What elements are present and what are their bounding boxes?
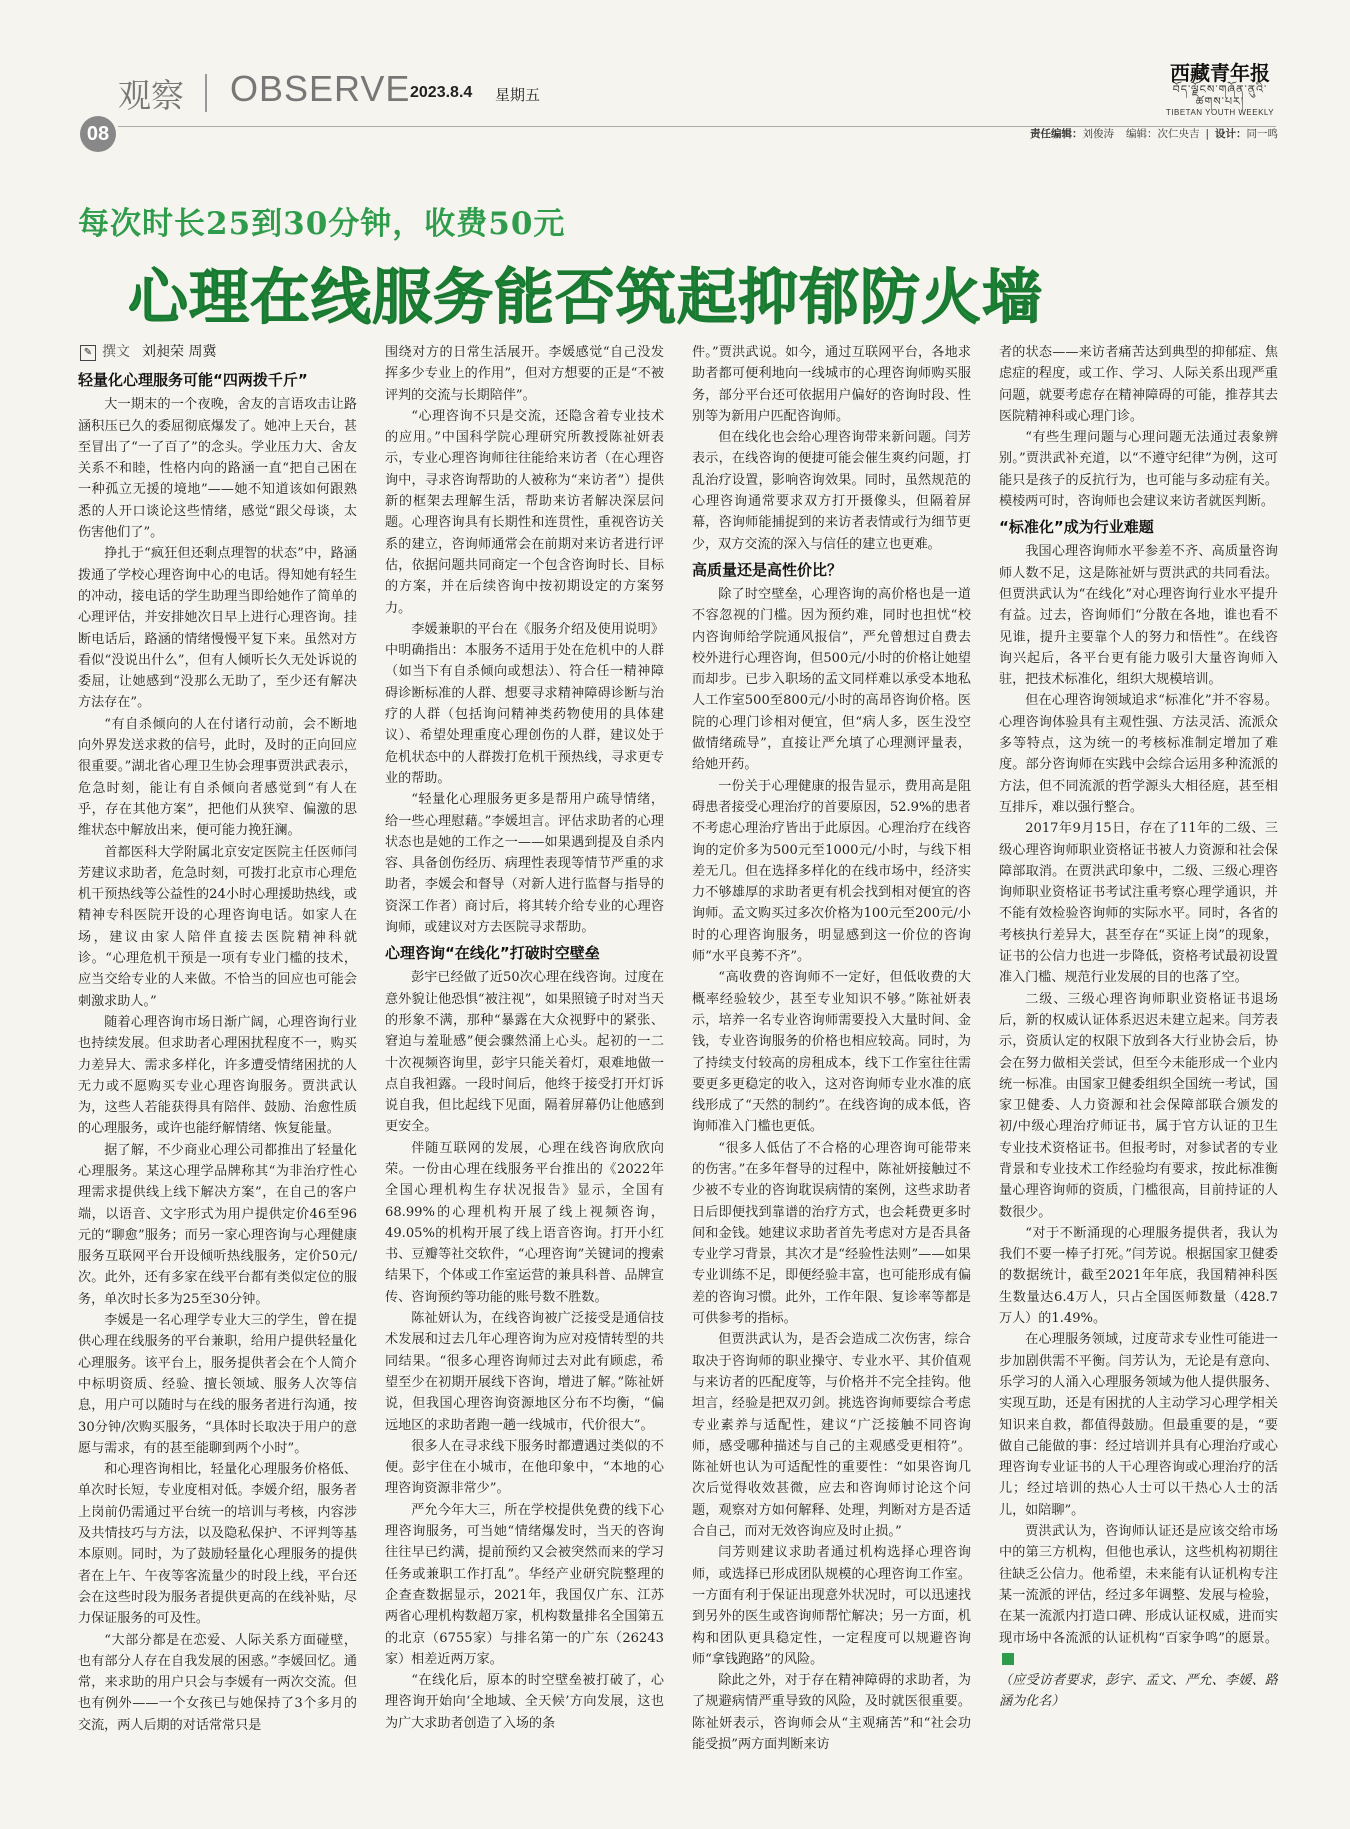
paragraph: 围绕对方的日常生活展开。李媛感觉“自己没发挥多少专业上的作用”，但对方想要的正是“不被评判的交流与长期陪伴”。 bbox=[385, 345, 664, 403]
article-kicker: 每次时长25到30分钟，收费50元 bbox=[78, 206, 566, 242]
paragraph: 在心理服务领域，过度苛求专业性可能进一步加剧供需不平衡。闫芳认为，无论是有意向、乐学习的人涌入心理服务领域为他人提供服务、实现互助，还是有困扰的人主动学习心理学相关知识来自救，都值得鼓励。但最重要的是，“要做自己能做的事：经过培训并具有心理治疗或心理咨询专业证书的人干心理咨询或心理治疗的活儿；经过培训的热心人士可以干热心人士的活儿，如陪聊”。 bbox=[999, 1332, 1278, 1518]
paragraph: 2017年9月15日，存在了11年的二级、三级心理咨询师职业资格证书被人力资源和社会保障部取消。在贾洪武印象中，二级、三级心理咨询师职业资格证书考试注重考察心理学通识，并不能有效检验咨询师的实际水平。同时，各省的考核执行差异大，甚至存在“买证上岗”的现象，证书的公信力也进一步降低，资格考试最初设置准入门槛、规范行业发展的目的也落了空。 bbox=[999, 821, 1278, 986]
paragraph: 和心理咨询相比，轻量化心理服务价格低、单次时长短，专业度相对低。李媛介绍，服务者上岗前仍需通过平台统一的培训与考核，内容涉及共情技巧与方法，以及隐私保护、不评判等基本原则。同时，为了鼓励轻量化心理服务的提供者在上午、午夜等客流量少的时段上线，平台还会在这些时段为服务者提供更高的在线补贴，尽力保证服务的可及性。 bbox=[78, 1462, 357, 1627]
paragraph: 陈祉妍认为，在线咨询被广泛接受是通信技术发展和过去几年心理咨询为应对疫情转型的共同结果。“很多心理咨询师过去对此有顾虑，希望至少在初期开展线下咨询，增进了解。”陈祉妍说，但我国心理咨询资源地区分布不均衡，“偏远地区的求助者跑一趟一线城市，代价很大”。 bbox=[385, 1311, 664, 1433]
designer-name: 同一鸣 bbox=[1246, 128, 1278, 140]
paragraph: “大部分都是在恋爱、人际关系方面碰壁，也有部分人存在自我发展的困惑。”李媛回忆。通常，来求助的用户只会与李媛有一两次交流。但也有例外——一个女孩已与她保持了3个多月的交流，两人后期的对话常常只是 bbox=[78, 1632, 357, 1733]
column-2 bbox=[385, 342, 664, 1792]
column-4 bbox=[999, 342, 1278, 1792]
paragraph bbox=[999, 1521, 1278, 1670]
paragraph: 据了解，不少商业心理公司都推出了轻量化心理服务。某这心理学品牌称其“为非治疗性心理需求提供线上线下解决方案”，在自己的客户端，以语音、文字形式为用户提供定价46至96元的“聊愈”服务；而另一家心理咨询与心理健康服务互联网平台开设倾听热线服务，定价50元/次。此外，还有多家在线平台都有类似定位的服务，单次时长多为25至30分钟。 bbox=[78, 1142, 357, 1307]
paragraph: 但在心理咨询领域追求“标准化”并不容易。心理咨询体验具有主观性强、方法灵活、流派众多等特点，这为统一的考核标准制定增加了难度。部分咨询师在实践中会综合运用多种流派的方法，但不同流派的哲学源头大相径庭，甚至相互排斥，难以强行整合。 bbox=[999, 693, 1278, 815]
paragraph: “心理咨询不只是交流，还隐含着专业技术的应用。”中国科学院心理研究所教授陈祉妍表示，专业心理咨询师往往能给来访者（在心理咨询中，寻求咨询帮助的人被称为“来访者”）提供新的框架去理解生活，帮助来访者解决深层问题。心理咨询具有长期性和连贯性，重视咨访关系的建立，咨询师通常会在前期对来访者进行评估，依据问题共同商定一个包含咨询时长、目标的方案，并在后续咨询中按初期设定的方案努力。 bbox=[385, 408, 664, 616]
section-name-en: OBSERVE bbox=[230, 68, 411, 109]
column-1 bbox=[78, 342, 357, 1792]
subheading: “标准化”成为行业难题 bbox=[999, 518, 1154, 537]
page-header bbox=[0, 0, 1350, 150]
paragraph: “有些生理问题与心理问题无法通过表象辨别。”贾洪武补充道，以“不遵守纪律”为例，这可能只是孩子的反抗行为，也可能与多动症有关。模棱两可时，咨询师也会建议来访者就医判断。 bbox=[999, 430, 1278, 510]
byline-label: 撰文 bbox=[102, 344, 130, 360]
editor-label: 责任编辑： bbox=[1029, 128, 1083, 140]
paragraph: “对于不断涌现的心理服务提供者，我认为我们不要一棒子打死。”闫芳说。根据国家卫健委的数据统计，截至2021年年底，我国精神科医生数量达6.4万人，只占全国医师数量（428.7万人）的1.49%。 bbox=[999, 1225, 1278, 1327]
article-headline: 心理在线服务能否筑起抑郁防火墙 bbox=[128, 263, 1043, 333]
section-name-cn: 观察 bbox=[118, 76, 184, 115]
paragraph: “高收费的咨询师不一定好，但低收费的大概率经验较少，甚至专业知识不够。”陈祉妍表示，培养一名专业咨询师需要投入大量时间、金钱，专业咨询服务的价格也相应较高。同时，为了持续支付较高的房租成本，线下工作室往往需要更多更稳定的收入，这对咨询师专业水准的底线形成了“天然的制约”。在线咨询的成本低，咨询师准入门槛也更低。 bbox=[692, 970, 971, 1135]
article-body bbox=[78, 342, 1278, 1792]
byline-authors: 刘昶荣 周冀 bbox=[142, 344, 217, 360]
paragraph: “有自杀倾向的人在付诸行动前，会不断地向外界发送求救的信号，此时，及时的正向回应很重要。”湖北省心理卫生协会理事贾洪武表示，危急时刻，能让有自杀倾向者感觉到“有人在乎，存在其他方案”，把他们从狭窄、偏激的思维状态中解放出来，便可能力挽狂澜。 bbox=[78, 716, 357, 839]
newspaper-logo bbox=[1160, 62, 1280, 118]
paragraph: 除此之外，对于存在精神障碍的求助者，为了规避病情严重导致的风险，及时就医很重要。陈祉妍表示，咨询师会从“主观痛苦”和“社会功能受损”两方面判断来访 bbox=[692, 1673, 971, 1752]
logo-en: TIBETAN YOUTH WEEKLY bbox=[1165, 108, 1275, 117]
header-divider bbox=[205, 74, 207, 112]
paragraph: 李媛兼职的平台在《服务介绍及使用说明》中明确指出：本服务不适用于处在危机中的人群（如当下有自杀倾向或想法）、符合任一精神障碍诊断标准的人群、想要寻求精神障碍诊断与治疗的人群（包括询问精神类药物使用的具体建议）、希望处理重度心理创伤的人群，建议处于危机状态中的人群拨打危机干预热线，寻求更专业的帮助。 bbox=[385, 621, 664, 786]
editor-name: 刘俊涛 bbox=[1082, 128, 1114, 140]
paragraph: 一份关于心理健康的报告显示，费用高是阻碍患者接受心理治疗的首要原因，52.9%的患者不考虑心理治疗皆出于此原因。心理治疗在线咨询的定价多为500元至1000元/小时，与线下相差无几。但在选择多样化的在线市场中，经济实力不够雄厚的求助者更有机会找到相对便宜的咨询师。孟文购买过多次价格为100元至200元/小时的心理咨询服务，明显感到这一价位的咨询师“水平良莠不齐”。 bbox=[692, 778, 971, 965]
logo-cn: 西藏青年报 bbox=[1170, 61, 1270, 85]
paragraph: 挣扎于“疯狂但还剩点理智的状态”中，路涵拨通了学校心理咨询中心的电话。得知她有轻生的冲动，接电话的学生助理当即给她作了简单的心理评估，并安排她次日早上进行心理咨询。挂断电话后，路涵的情绪慢慢平复下来。虽然对方看似“没说出什么”，但有人倾听长久无处诉说的委屈，让她感到“没那么无助了，至少还有解决方法存在”。 bbox=[78, 546, 357, 711]
paragraph: 很多人在寻求线下服务时都遭遇过类似的不便。彭宇住在小城市，在他印象中，“本地的心理咨询资源非常少”。 bbox=[385, 1438, 664, 1497]
paragraph: 件。”贾洪武说。如今，通过互联网平台，各地求助者都可便利地向一线城市的心理咨询师购买服务，部分平台还可依据用户偏好的咨询时段、性别等为新用户匹配咨询师。 bbox=[692, 345, 971, 424]
paragraph: 但在线化也会给心理咨询带来新问题。闫芳表示，在线咨询的便捷可能会催生爽约问题，打乱治疗设置，影响咨询效果。同时，虽然规范的心理咨询通常要求双方打开摄像头，但隔着屏幕，咨询师能捕捉到的来访者表情或行为细节更少，双方交流的深入与信任的建立也更难。 bbox=[692, 430, 971, 552]
issue-date: 2023.8.4 bbox=[410, 84, 473, 101]
sources-note: （应受访者要求，彭宇、孟文、严允、李媛、路涵为化名） bbox=[999, 1673, 1278, 1710]
logo-tibetan: བོད་ལྗོངས་གཞོན་ནུའི་ཚགས་པར། bbox=[1172, 83, 1268, 108]
paragraph: 严允今年大三，所在学校提供免费的线下心理咨询服务，可当她“情绪爆发时，当天的咨询往往早已约满，提前预约又会被突然而来的学习任务或兼职工作打乱”。华经产业研究院整理的企查查数据显示，2021年，我国仅广东、江苏两省心理机构数超万家，机构数量排名全国第五的北京（6755家）与排名第一的广东（26243家）相差近两万家。 bbox=[385, 1502, 664, 1667]
paragraph: 彭宇已经做了近50次心理在线咨询。过度在意外貌让他恐惧“被注视”，如果照镜子时对当天的形象不满，那种“暴露在大众视野中的紧张、窘迫与羞耻感”便会骤然涌上心头。起初的一二十次视频咨询里，彭宇只能关着灯，艰难地做一点自我袒露。一段时间后，他终于接受打开灯诉说自我，但比起线下见面，隔着屏幕仍让他感到更安全。 bbox=[385, 970, 664, 1135]
page-number-badge: 08 bbox=[80, 116, 116, 152]
paragraph: 二级、三级心理咨询师职业资格证书退场后，新的权威认证体系迟迟未建立起来。闫芳表示，资质认定的权限下放到各大行业协会后，协会在努力做相关尝试，但至今未能形成一个业内统一标准。由国家卫健委组织全国统一考试，国家卫健委、人力资源和社会保障部联合颁发的初/中级心理治疗师证书，属于官方认证的卫生专业技术资格证书。但报考时，对参试者的专业背景和专业技术工作经验均有要求，按此标准衡量心理咨询师的资质，门槛很高，目前持证的人数很少。 bbox=[999, 991, 1278, 1220]
paragraph: 但贾洪武认为，是否会造成二次伤害，综合取决于咨询师的职业操守、专业水平、其价值观与来访者的匹配度等，与价格并不完全挂钩。他坦言，经验是把双刃剑。挑选咨询师要综合考虑专业素养与适配性，建议“广泛接触不同咨询师，感受哪种描述与自己的主观感受更相符”。陈祉妍也认为可适配性的重要性：“如果咨询几次后觉得收效甚微，应去和咨询师讨论这个问题，观察对方如何解释、处理，判断对方是否适合自己，而对无效咨询应及时止损。” bbox=[692, 1332, 971, 1540]
paragraph: 大一期末的一个夜晚，舍友的言语攻击让路涵积压已久的委屈彻底爆发了。她冲上天台，甚至冒出了“一了百了”的念头。学业压力大、舍友关系不和睦，性格内向的路涵一直“把自己困在一种孤立无援的境地”——她不知道该如何跟熟悉的人开口谈论这些情绪，感觉“跟父母谈，太伤害他们了”。 bbox=[78, 397, 357, 541]
paragraph: 我国心理咨询师水平参差不齐、高质量咨询师人数不足，这是陈祉妍与贾洪武的共同看法。但贾洪武认为“在线化”对心理咨询行业水平提升有益。过去，咨询师们“分散在各地，谁也看不见谁，提升主要靠个人的努力和悟性”。在线咨询兴起后，各平台更有能力吸引大量咨询师入驻，把技术标准化，组织大规模培训。 bbox=[999, 544, 1278, 688]
byline bbox=[80, 342, 357, 363]
end-mark-icon bbox=[1002, 1653, 1014, 1665]
paragraph: “轻量化心理服务更多是帮用户疏导情绪，给一些心理慰藉。”李媛坦言。评估求助者的心理状态也是她的工作之一——如果遇到提及自杀内容、具备创伤经历、病理性表现等情节严重的求助者，李媛会和督导（对新人进行监督与指导的资深工作者）商讨后，将其转介给专业的心理咨询师，或建议对方去医院寻求帮助。 bbox=[385, 792, 664, 936]
issue-weekday: 星期五 bbox=[495, 86, 541, 104]
designer-label: 设计： bbox=[1215, 128, 1247, 140]
paragraph: 伴随互联网的发展，心理在线咨询欣欣向荣。一份由心理在线服务平台推出的《2022年全国心理机构生存状况报告》显示，全国有68.99%的心理机构开展了线上视频咨询，49.05%的机构开展了线上语音咨询。打开小红书、豆瓣等社交软件，“心理咨询”关键词的搜索结果下，个体或工作室运营的兼具科普、品牌宣传、咨询预约等功能的账号数不胜数。 bbox=[385, 1140, 664, 1305]
paragraph: 除了时空壁垒，心理咨询的高价格也是一道不容忽视的门槛。因为预约难，同时也担忧“校内咨询师给学院通风报信”，严允曾想过自费去校外进行心理咨询，但500元/小时的价格让她望而却步。已步入职场的孟文同样难以承受本地私人工作室500至800元/小时的高昂咨询价格。医院的心理门诊相对便宜，但“病人多，医生没空做情绪疏导”，直接让严允填了心理测评量表，给她开药。 bbox=[692, 586, 971, 773]
pen-icon: ✎ bbox=[80, 345, 96, 361]
subheading: 高质量还是高性价比？ bbox=[692, 560, 843, 579]
editorial-credits: 责任编辑：刘俊涛 编辑：次仁央吉 | 设计：同一鸣 bbox=[1029, 128, 1278, 140]
copy-editor-label: 编辑： bbox=[1125, 128, 1158, 140]
paragraph: 首都医科大学附属北京安定医院主任医师闫芳建议求助者，危急时刻，可拨打北京市心理危机干预热线等公益性的24小时心理援助热线，或精神专科医院开设的心理咨询电话。如家人在场，建议由家人陪伴直接去医院精神科就诊。“心理危机干预是一项有专业门槛的技术，应当交给专业的人来做。不恰当的回应也可能会刺激求助人。” bbox=[78, 844, 357, 1009]
subheading: 心理咨询“在线化”打破时空壁垒 bbox=[385, 944, 600, 963]
paragraph: 李媛是一名心理学专业大三的学生，曾在提供心理在线服务的平台兼职，给用户提供轻量化心理服务。该平台上，服务提供者会在个人简介中标明资质、经验、擅长领域、服务人次等信息，用户可以随时与在线的服务者进行沟通，按30分钟/次购买服务，“具体时长取决于用户的意愿与需求，有的甚至能聊到两个小时”。 bbox=[78, 1313, 357, 1456]
paragraph: 闫芳则建议求助者通过机构选择心理咨询师，或选择已形成团队规模的心理咨询工作室。一方面有利于保证出现意外状况时，可以迅速找到另外的医生或咨询师帮忙解决；另一方面，机构和团队更具稳定性，一定程度可以规避咨询师“拿钱跑路”的风险。 bbox=[692, 1545, 971, 1667]
paragraph: 随着心理咨询市场日渐广阔，心理咨询行业也持续发展。但求助者心理困扰程度不一，购买力差异大、需求多样化，许多遭受情绪困扰的人无力或不愿购买专业心理咨询服务。贾洪武认为，这些人若能获得具有陪伴、鼓励、治愈性质的心理服务，或许也能纾解情绪、恢复能量。 bbox=[78, 1014, 357, 1137]
subheading: 轻量化心理服务可能“四两拨千斤” bbox=[78, 371, 308, 390]
copy-editor-name: 次仁央吉 bbox=[1157, 128, 1200, 140]
paragraph: 者的状态——来访者痛苦达到典型的抑郁症、焦虑症的程度，或工作、学习、人际关系出现严重问题，就要考虑存在精神障碍的可能，推荐其去医院精神科或心理门诊。 bbox=[999, 345, 1278, 424]
paragraph: “在线化后，原本的时空壁垒被打破了，心理咨询开始向‘全地域、全天候’方向发展，这也为广大求助者创造了入场的条 bbox=[385, 1673, 664, 1731]
paragraph: “很多人低估了不合格的心理咨询可能带来的伤害。”在多年督导的过程中，陈祉妍接触过不少被不专业的咨询耽误病情的案例，这些求助者日后即便找到靠谱的治疗方式，也会耗费更多时间和金钱。她建议求助者首先考虑对方是否具备专业学习背景，其次才是“经验性法则”——如果专业训练不足，即便经验丰富，也可能形成有偏差的咨询习惯。此外，工作年限、复诊率等都是可供参考的指标。 bbox=[692, 1140, 971, 1327]
paragraph-text: 贾洪武认为，咨询师认证还是应该交给市场中的第三方机构，但他也承认，这些机构初期往往缺乏公信力。他希望，未来能有认证机构专注某一流派的评估，经过多年调整、发展与检验，在某一流派内打造口碑、形成认证权威，进而实现市场中各流派的认证机构“百家争鸣”的愿景。 bbox=[999, 1524, 1278, 1646]
column-3 bbox=[692, 342, 971, 1792]
